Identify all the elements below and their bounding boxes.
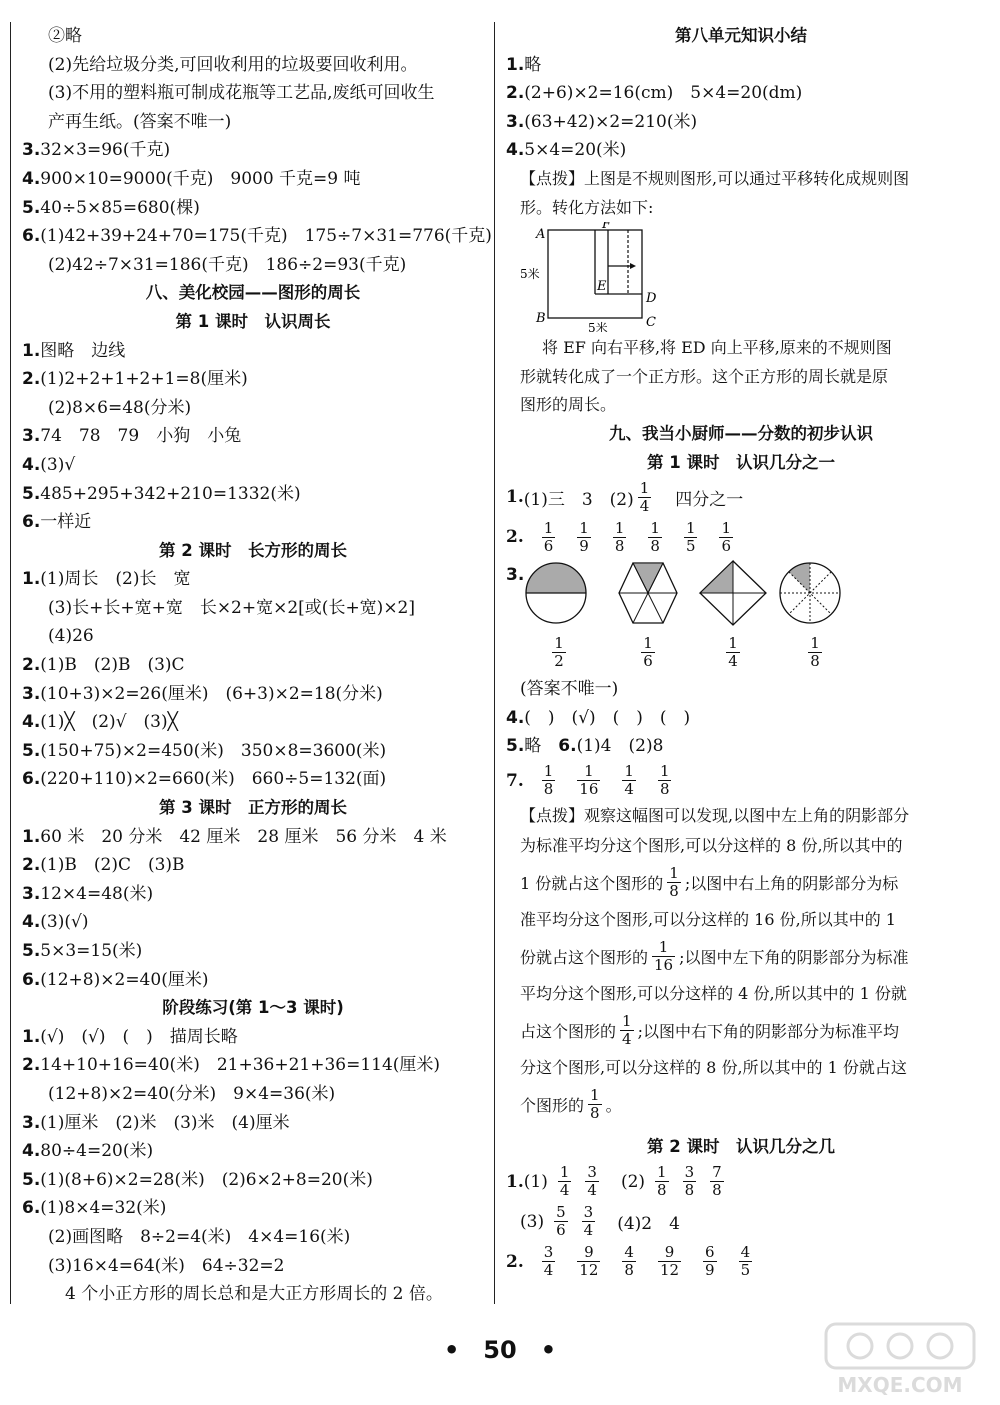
answer-text: (√) (√) ( ) 描周长略 xyxy=(40,1026,238,1047)
numerator: 1 xyxy=(579,518,589,537)
answer-line xyxy=(22,1223,484,1252)
fraction xyxy=(684,520,698,555)
denominator: 8 xyxy=(624,1261,634,1279)
denominator: 12 xyxy=(659,1261,680,1279)
numerator: 9 xyxy=(584,1243,594,1261)
q3-fractions xyxy=(524,635,964,673)
answer-line xyxy=(22,394,484,423)
denominator: 6 xyxy=(643,652,653,671)
answer-line xyxy=(22,680,484,709)
answer-text: (1)(8+6)×2=28(米) (2)6×2+8=20(米) xyxy=(40,1169,373,1190)
label-C: C xyxy=(646,315,656,331)
label-B: B xyxy=(536,311,546,327)
fraction xyxy=(719,520,733,555)
denominator: 8 xyxy=(657,1181,667,1199)
fraction xyxy=(577,520,591,555)
fraction xyxy=(542,1244,556,1279)
answer-line xyxy=(22,136,484,165)
fraction xyxy=(542,520,556,555)
answer-text: (2)画图略 8÷2=4(米) 4×4=16(米) xyxy=(48,1226,351,1247)
fraction xyxy=(558,1164,572,1199)
numerator: 1 xyxy=(657,1163,667,1181)
denominator: 4 xyxy=(624,780,634,799)
question-number: 4. xyxy=(22,1141,41,1162)
tip-text: 【点拨】上图是不规则图形,可以通过平移转化成规则图 xyxy=(520,168,910,188)
answer-text: (3)(√) xyxy=(40,912,89,933)
question-number: 4. xyxy=(22,912,41,933)
numerator: 1 xyxy=(810,634,820,653)
answer-line: 7. $\frac{1}{8}$ $\frac{1}{16}$ $\frac{1}{4}$ $\frac{1}{8}$ xyxy=(506,762,670,799)
question-number: 6. xyxy=(22,769,41,790)
tip-text: 个图形的 $\frac{1}{8}$ 。 xyxy=(520,1086,622,1123)
question-number: 2. xyxy=(22,1055,41,1076)
tip-text: 占这个图形的 $\frac{1}{4}$ ;以图中右下角的阴影部分为标准平均 xyxy=(520,1012,899,1049)
answer-text: (1)8×4=32(米) xyxy=(40,1198,167,1219)
answer-text: 900×10=9000(千克) 9000 千克=9 吨 xyxy=(40,168,361,189)
question-number: 4. xyxy=(22,712,41,733)
answer-text: (150+75)×2=450(米) 350×8=3600(米) xyxy=(40,740,387,761)
answer-text: (3)16×4=64(米) 64÷32=2 xyxy=(48,1255,285,1276)
answer-text: 14+10+16=40(米) 21+36+21+36=114(厘米) xyxy=(40,1055,441,1076)
answer-text: (2)8×6=48(分米) xyxy=(48,397,192,418)
fraction xyxy=(710,1164,724,1199)
fraction xyxy=(658,763,672,798)
answer-line xyxy=(22,1252,484,1281)
translation-figure xyxy=(506,222,976,334)
tip-text: 准平均分这个图形,可以分这样的 16 份,所以其中的 1 xyxy=(520,909,896,929)
fraction xyxy=(577,763,600,798)
question-number: 1. xyxy=(22,826,41,847)
left-column xyxy=(22,22,492,1309)
answer-line xyxy=(22,851,484,880)
answer-line: 3.(63+42)×2=210(米) xyxy=(506,111,698,132)
answer-line xyxy=(22,1080,484,1109)
numerator: 3 xyxy=(587,1163,597,1181)
answer-text: 60 米 20 分米 42 厘米 28 厘米 56 分米 4 米 xyxy=(40,826,447,847)
fraction xyxy=(577,1244,600,1279)
tip-text: 平均分这个图形,可以分这样的 4 份,所以其中的 1 份就 xyxy=(520,983,907,1003)
numerator: 4 xyxy=(624,1243,634,1261)
answer-line: 2.(2+6)×2=16(cm) 5×4=20(dm) xyxy=(506,83,803,104)
answer-line xyxy=(22,251,484,280)
answer-line: 1. (1) $\frac{1}{4}$ $\frac{3}{4}$ (2) $\frac{1}{8}$ $\frac{3}{8}$ $\frac{7}{8}$ xyxy=(506,1163,722,1199)
question-number: 5. xyxy=(22,941,41,961)
question-number: 4. xyxy=(22,168,41,189)
numerator: 1 xyxy=(543,762,554,781)
answer-line xyxy=(22,165,484,194)
tip-text: 形。转化方法如下: xyxy=(520,197,654,217)
answer-line: 1. (1)三 3 (2) $\frac{1}{4}$ 四分之一 xyxy=(506,478,744,515)
answer-line xyxy=(22,937,484,966)
denominator: 2 xyxy=(554,652,564,671)
answer-line xyxy=(22,1137,484,1166)
question-number: 3. xyxy=(22,683,41,704)
denominator: 4 xyxy=(559,1181,570,1199)
question-number: 6. xyxy=(22,969,41,990)
fraction xyxy=(585,1164,599,1199)
answer-text: (2)42÷7×31=186(千克) 186÷2=93(千克) xyxy=(48,254,407,275)
answer-text: (1) xyxy=(523,1171,548,1192)
answer-line: 5.略 6.(1)4 (2)8 xyxy=(506,736,664,757)
answer-text: (4)26 xyxy=(48,626,94,647)
answer-text: (3)长+长+宽+宽 长×2+宽×2[或(长+宽)×2] xyxy=(48,597,416,618)
answer-line xyxy=(22,1166,484,1195)
question-number: 3. xyxy=(22,1112,41,1133)
denominator: 16 xyxy=(579,780,599,799)
answer-line xyxy=(506,1202,976,1242)
fraction xyxy=(554,1204,568,1239)
answer-text: (1)B (2)B (3)C xyxy=(40,655,185,676)
answer-line xyxy=(22,422,484,451)
tip-text: 将 EF 向右平移,将 ED 向上平移,原来的不规则图 xyxy=(542,338,892,358)
question-number: 6. xyxy=(22,226,41,247)
answer-text: 74 78 79 小狗 小兔 xyxy=(40,426,242,447)
answer-text: 485+295+342+210=1332(米) xyxy=(40,483,301,504)
denominator: 8 xyxy=(543,780,554,799)
answer-text: (220+110)×2=660(米) 660÷5=132(面) xyxy=(40,769,387,790)
numerator: 1 xyxy=(721,518,732,537)
answer-line xyxy=(22,365,484,394)
question-number: 1. xyxy=(22,569,41,590)
denominator: 9 xyxy=(705,1261,715,1279)
tip-text: 图形的周长。 xyxy=(520,395,617,415)
numerator: 3 xyxy=(583,1203,594,1221)
lesson-title: 第 1 课时 认识几分之一 xyxy=(647,452,835,472)
numerator: 1 xyxy=(543,518,554,537)
denominator: 6 xyxy=(556,1221,566,1239)
bottom-length-label: 5米 xyxy=(588,321,608,333)
answer-text: (12+8)×2=40(厘米) xyxy=(40,969,209,990)
tip-text: 1 份就占这个图形的 $\frac{1}{8}$ ;以图中右上角的阴影部分为标 xyxy=(520,864,899,901)
answer-line xyxy=(22,108,484,137)
answer-line xyxy=(22,51,484,80)
fraction xyxy=(683,1164,697,1199)
fraction: $\frac{1}{8}$ xyxy=(590,1086,600,1123)
answer-line xyxy=(22,966,484,995)
left-border xyxy=(10,22,11,1304)
answer-line xyxy=(22,337,484,366)
answer-text: 40÷5×85=680(棵) xyxy=(40,197,200,218)
right-column xyxy=(506,22,976,1282)
answer-text: 80÷4=20(米) xyxy=(40,1141,154,1162)
tip-text: 为标准平均分这个图形,可以分这样的 8 份,所以其中的 xyxy=(520,835,903,855)
note: (答案不唯一) xyxy=(520,679,619,700)
tip-text: 形就转化成了一个正方形。这个正方形的周长就是原 xyxy=(520,366,889,386)
tip-text: 【点拨】观察这幅图可以发现,以图中左上角的阴影部分 xyxy=(520,805,910,825)
answer-line xyxy=(22,765,484,794)
shapes-svg xyxy=(524,557,964,637)
denominator: 4 xyxy=(543,1261,554,1279)
denominator: 5 xyxy=(685,536,696,555)
denominator: 6 xyxy=(721,536,732,555)
numerator: 1 xyxy=(624,762,634,781)
answer-line xyxy=(22,22,484,51)
answer-line xyxy=(22,451,484,480)
answer-text: (1)2+2+1+2+1=8(厘米) xyxy=(40,369,248,390)
answer-line: 1.略 xyxy=(506,54,542,75)
label-D: D xyxy=(646,291,657,307)
numerator: 9 xyxy=(664,1243,675,1261)
fraction xyxy=(542,763,556,798)
answer-line xyxy=(22,79,484,108)
fraction xyxy=(582,1204,596,1239)
section-heading: 阶段练习(第 1～3 课时) xyxy=(162,998,344,1018)
fraction xyxy=(655,1164,669,1199)
numerator: 1 xyxy=(685,518,696,537)
question-number: 3. xyxy=(22,140,41,161)
answer-text: 一样近 xyxy=(40,512,92,533)
numerator: 1 xyxy=(584,762,594,781)
question-number: 5. xyxy=(22,197,41,218)
answer-line xyxy=(22,480,484,509)
fraction xyxy=(622,1244,636,1279)
denominator: 8 xyxy=(810,652,820,671)
answer-text: (12+8)×2=40(分米) 9×4=36(米) xyxy=(48,1083,336,1104)
question-number: 5. xyxy=(22,740,41,761)
question-number: 5. xyxy=(22,483,41,504)
answer-line xyxy=(22,1051,484,1080)
label-A: A xyxy=(536,227,546,243)
answer-line xyxy=(22,908,484,937)
answer-text: 12×4=48(米) xyxy=(40,883,154,904)
section-heading: 八、美化校园——图形的周长 xyxy=(145,283,361,303)
answer-text: (2) xyxy=(620,1171,646,1192)
question-number: 6. xyxy=(22,512,41,533)
question-number: 2. xyxy=(22,855,41,876)
unit8-summary-title: 第八单元知识小结 xyxy=(675,26,807,45)
fraction: $\frac{1}{8}$ xyxy=(669,864,679,901)
question-number: 2. xyxy=(22,369,41,390)
fraction xyxy=(739,1244,753,1279)
fraction xyxy=(658,1244,681,1279)
answer-text: 4 个小正方形的周长总和是大正方形周长的 2 倍。 xyxy=(48,1284,443,1305)
answer-text: 5×3=15(米) xyxy=(40,941,143,961)
fraction xyxy=(552,635,566,670)
answer-line: 4.5×4=20(米) xyxy=(506,140,627,161)
answer-line xyxy=(22,880,484,909)
denominator: 5 xyxy=(740,1261,751,1279)
question-number: 3. xyxy=(22,426,41,447)
question-number: 1. xyxy=(22,1026,41,1047)
answer-line xyxy=(22,1023,484,1052)
answer-text: (1)42+39+24+70=175(千克) 175÷7×31=776(千克) xyxy=(40,226,492,247)
question-number: 6. xyxy=(22,1198,41,1219)
answer-line xyxy=(22,708,484,737)
answer-text: (3)不用的塑料瓶可制成花瓶等工艺品,废纸可回收生 xyxy=(48,83,435,104)
answer-line: 4.( ) (√) ( ) ( ) xyxy=(506,707,691,728)
center-divider xyxy=(494,22,495,1304)
answer-line xyxy=(22,508,484,537)
question-number: 3. xyxy=(22,883,41,904)
denominator: 6 xyxy=(543,536,554,555)
answer-line xyxy=(22,194,484,223)
numerator: 1 xyxy=(614,518,625,537)
answer-text: ②略 xyxy=(48,26,82,46)
question-number: 2. xyxy=(22,655,41,676)
answer-text: 图略 边线 xyxy=(40,340,126,361)
answer-line xyxy=(22,823,484,852)
numerator: 7 xyxy=(712,1163,722,1181)
numerator: 1 xyxy=(650,518,660,537)
numerator: 4 xyxy=(740,1243,751,1261)
fraction: $\frac{1}{16}$ xyxy=(654,938,674,975)
denominator: 4 xyxy=(728,652,738,671)
numerator: 1 xyxy=(728,634,738,653)
fraction xyxy=(808,635,822,670)
unit9-title: 九、我当小厨师——分数的初步认识 xyxy=(609,423,873,443)
fraction xyxy=(703,1244,717,1279)
denominator: 4 xyxy=(587,1181,597,1199)
answer-text: (3) xyxy=(520,1211,545,1232)
answer-line xyxy=(22,737,484,766)
answer-line xyxy=(22,1280,484,1309)
question-number: 4. xyxy=(22,454,41,475)
answer-text: (1)厘米 (2)米 (3)米 (4)厘米 xyxy=(40,1112,290,1133)
answer-line: 2. $\frac{3}{4}$ $\frac{9}{12}$ $\frac{4}{8}$ $\frac{9}{12}$ $\frac{6}{9}$ $\frac{4}{5}$ xyxy=(506,1243,751,1279)
fraction: $\frac{1}{4}$ xyxy=(622,1012,632,1049)
tip2-block xyxy=(506,801,976,1127)
answer-text: (10+3)×2=26(厘米) (6+3)×2=18(分米) xyxy=(40,683,383,704)
fraction xyxy=(641,635,655,670)
tip-text: 份就占这个图形的 $\frac{1}{16}$ ;以图中左下角的阴影部分为标准 xyxy=(520,938,909,975)
question-number: 1. xyxy=(22,340,41,361)
watermark-logo xyxy=(820,1320,980,1400)
svg-text:MXQE.COM: MXQE.COM xyxy=(837,1373,963,1397)
answer-line xyxy=(22,1194,484,1223)
page-number: • 50 • xyxy=(443,1336,557,1364)
answer-line: 2. $\frac{1}{6}$ $\frac{1}{9}$ $\frac{1}{8}$ $\frac{1}{8}$ $\frac{1}{5}$ $\frac{1}{6}$ xyxy=(506,518,732,555)
fraction xyxy=(726,635,740,670)
numerator: 1 xyxy=(659,762,670,781)
denominator: 8 xyxy=(659,780,670,799)
numerator: 1 xyxy=(554,634,564,653)
fraction xyxy=(622,763,636,798)
section-heading: 第 3 课时 正方形的周长 xyxy=(159,798,347,818)
denominator: 8 xyxy=(684,1181,695,1199)
answer-line xyxy=(22,1109,484,1138)
numerator: 3 xyxy=(684,1163,695,1181)
label-E: E xyxy=(597,279,607,295)
answer-text: (1)周长 (2)长 宽 xyxy=(40,569,191,590)
q3-figures: 3. 1 2 1 6 1 4 1 8 xyxy=(506,557,976,675)
section-heading: 第 2 课时 长方形的周长 xyxy=(159,540,347,560)
answer-text: (2)先给垃圾分类,可回收利用的垃圾要回收利用。 xyxy=(48,54,418,75)
numerator: 5 xyxy=(556,1203,566,1221)
answer-line xyxy=(22,651,484,680)
answer-text: (4)2 4 xyxy=(617,1214,680,1234)
answer-line xyxy=(22,622,484,651)
section-heading: 第 1 课时 认识周长 xyxy=(175,311,331,331)
answer-text: 产再生纸。(答案不唯一) xyxy=(48,111,232,132)
numerator: 6 xyxy=(705,1243,715,1261)
tip-text: 分这个图形,可以分这样的 8 份,所以其中的 1 份就占这 xyxy=(520,1057,907,1077)
denominator: 12 xyxy=(579,1261,599,1279)
denominator: 9 xyxy=(579,536,589,555)
shape-diagram xyxy=(520,222,680,332)
numerator: 3 xyxy=(543,1243,554,1261)
answer-text: (3)√ xyxy=(40,454,76,475)
fraction xyxy=(613,520,627,555)
label-F: F xyxy=(602,222,612,233)
fraction: $\frac{1}{4}$ xyxy=(639,478,650,515)
fraction xyxy=(648,520,662,555)
answer-line xyxy=(22,594,484,623)
answer-text: (1)B (2)C (3)B xyxy=(40,855,185,876)
lesson-title: 第 2 课时 认识几分之几 xyxy=(647,1136,835,1156)
denominator: 8 xyxy=(650,536,660,555)
answer-text: (1)╳ (2)√ (3)╳ xyxy=(40,712,178,733)
denominator: 8 xyxy=(614,536,625,555)
denominator: 4 xyxy=(583,1221,594,1239)
side-length-label: 5米 xyxy=(520,267,540,282)
numerator: 1 xyxy=(559,1163,570,1181)
answer-line xyxy=(22,565,484,594)
denominator: 8 xyxy=(712,1181,722,1199)
question-number: 5. xyxy=(22,1169,41,1190)
answer-line xyxy=(22,222,492,251)
answer-text: 32×3=96(千克) xyxy=(40,140,171,161)
numerator: 1 xyxy=(643,634,653,653)
